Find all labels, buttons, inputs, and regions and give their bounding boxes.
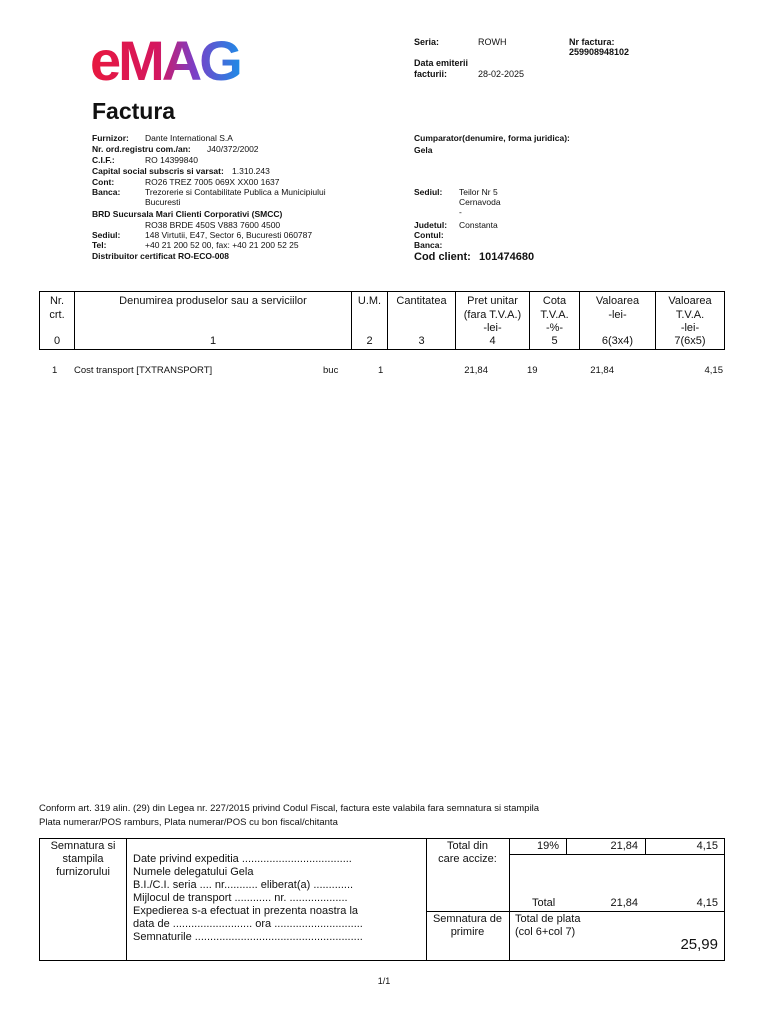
legal-line-2: Plata numerar/POS ramburs, Plata numerar/POS cu bon fiscal/chitanta: [39, 816, 338, 828]
divider: [509, 854, 725, 855]
county-label: Judetul:: [414, 220, 448, 230]
client-code-value: 101474680: [479, 251, 535, 263]
bank-value-2: Bucuresti: [145, 197, 181, 207]
supplier-label: Furnizor:: [92, 133, 129, 143]
divider: [645, 839, 646, 854]
issue-date-label-1: Data emiterii: [414, 58, 469, 68]
supplier-name: Dante International S.A: [145, 133, 233, 143]
buyer-bank-label: Banca:: [414, 240, 443, 250]
total-label: Total: [532, 897, 556, 909]
col-vat-rate-l3: -%-: [545, 322, 564, 334]
total-value: 21,84: [610, 897, 638, 909]
invoice-number-label: Nr factura:: [569, 37, 615, 47]
divider: [566, 839, 567, 854]
col-value: [580, 292, 656, 349]
row-vat-rate: 19: [527, 365, 538, 376]
col-value-num: 6(3x4): [601, 334, 634, 347]
col-price-l1: Pret unitar: [467, 295, 518, 307]
rate-vat: 4,15: [696, 840, 718, 852]
supplier-signature-l2: stampila: [62, 853, 104, 865]
excise-total-l2: care accize:: [438, 853, 497, 865]
supplier-address-value: 148 Virtutii, E47, Sector 6, Bucuresti 060787: [145, 230, 313, 240]
col-vat-rate-l2: T.V.A.: [540, 308, 569, 321]
shipping-line-7: Semnaturile .......................................................: [133, 931, 363, 943]
buyer-name: Gela: [414, 145, 433, 155]
receipt-signature-l2: primire: [450, 926, 485, 938]
col-vat-rate-l1: Cota: [542, 295, 567, 307]
receipt-signature-label: [426, 913, 509, 939]
row-vat: 4,15: [704, 365, 723, 376]
col-nr: [40, 292, 75, 349]
col-price-num: 4: [489, 334, 496, 347]
buyer-account-label: Contul:: [414, 230, 444, 240]
legal-line-1: Conform art. 319 alin. (29) din Legea nr. 227/2015 privind Codul Fiscal, factura este valabila fara semnatura si stampila: [39, 803, 540, 814]
excise-total-l1: Total din: [447, 840, 488, 852]
bank-label: Banca:: [92, 187, 121, 197]
row-nr: 1: [52, 365, 58, 376]
supplier-signature-label: [40, 840, 126, 879]
receipt-signature-l1: Semnatura de: [432, 913, 503, 925]
county-value: Constanta: [459, 220, 498, 230]
shipping-line-3: B.I./C.I. seria .... nr........... eliberat(a) .............: [133, 879, 354, 891]
shipping-line-1: Date privind expeditia ....................................: [133, 853, 352, 865]
issue-date-value: 28-02-2025: [478, 69, 525, 79]
series-value: ROWH: [478, 37, 507, 47]
divider: [509, 839, 510, 960]
shipping-info: [133, 853, 363, 944]
col-vat-value-l1: Valoarea: [668, 295, 712, 307]
supplier-signature-l3: furnizorului: [56, 866, 110, 878]
series-label: Seria:: [414, 37, 440, 47]
divider: [509, 911, 725, 912]
registry-value: J40/372/2002: [207, 144, 259, 154]
invoice-number-value: 259908948102: [569, 47, 630, 57]
col-vat-value-l3: -lei-: [680, 322, 700, 334]
col-name-num: 1: [209, 334, 217, 347]
phone-label: Tel:: [92, 240, 107, 250]
cif-value: RO 14399840: [145, 155, 198, 165]
col-um-num: 2: [366, 334, 373, 347]
emag-logo: [90, 34, 272, 84]
row-price: 21,84: [464, 365, 488, 376]
capital-label: Capital social subscris si varsat:: [92, 166, 224, 176]
col-vat-rate: [530, 292, 580, 349]
bank-value-1: Trezorerie si Contabilitate Publica a Municipiului: [145, 187, 326, 197]
col-vat-value-l2: T.V.A.: [675, 308, 705, 321]
row-qty: 1: [378, 365, 384, 376]
col-nr-num: 0: [53, 334, 61, 347]
distributor-cert: Distribuitor certificat RO-ECO-008: [92, 251, 229, 261]
supplier-address-label: Sediul:: [92, 230, 121, 240]
buyer-address-1: Teilor Nr 5: [459, 187, 498, 197]
page-number: 1/1: [377, 976, 391, 986]
divider: [426, 911, 509, 912]
row-value: 21,84: [590, 365, 614, 376]
payment-total-value: 25,99: [680, 936, 718, 953]
row-um: buc: [323, 365, 339, 376]
buyer-address-3: -: [459, 207, 462, 217]
buyer-label: Cumparator(denumire, forma juridica):: [414, 133, 570, 143]
client-code-label: Cod client:: [414, 251, 471, 263]
divider: [126, 839, 127, 960]
shipping-line-6: data de .......................... ora .............................: [133, 918, 363, 930]
excise-total-label: [426, 840, 509, 866]
payment-total-l1: Total de plata: [515, 913, 581, 925]
col-vat-rate-num: 5: [551, 334, 558, 347]
col-qty: [388, 292, 456, 349]
shipping-line-4: Mijlocul de transport ............ nr. ...................: [133, 892, 348, 904]
account-value: RO26 TREZ 7005 069X XX00 1637: [145, 177, 280, 187]
items-table-header: [39, 291, 725, 350]
col-price-l3: -lei-: [483, 322, 502, 334]
col-vat-value: [656, 292, 724, 349]
col-name-l1: Denumirea produselor sau a serviciilor: [119, 295, 307, 307]
col-price: [456, 292, 530, 349]
col-qty-l1: Cantitatea: [396, 295, 447, 307]
footer-box: [39, 838, 725, 961]
document-title: Factura: [92, 98, 176, 124]
shipping-line-5: Expedierea s-a efectuat in prezenta noastra la: [133, 905, 359, 917]
account-label: Cont:: [92, 177, 115, 187]
shipping-line-2: Numele delegatului Gela: [133, 866, 254, 878]
payment-total-label: [515, 913, 580, 939]
payment-total-l2: (col 6+col 7): [515, 926, 576, 938]
logo-text: eMAG: [90, 34, 240, 84]
brd-line: BRD Sucursala Mari Clienti Corporativi (SMCC): [92, 209, 283, 219]
capital-value: 1.310.243: [232, 166, 270, 176]
total-vat: 4,15: [696, 897, 718, 909]
cif-label: C.I.F.:: [92, 155, 115, 165]
col-nr-l2: crt.: [49, 308, 65, 321]
supplier-signature-l1: Semnatura si: [50, 840, 116, 852]
buyer-address-label: Sediul:: [414, 187, 443, 197]
legal-note: [39, 802, 539, 829]
brd-account: RO38 BRDE 450S V883 7600 4500: [145, 220, 281, 230]
rate-value: 21,84: [610, 840, 638, 852]
row-product: Cost transport [TXTRANSPORT]: [74, 365, 213, 376]
col-vat-value-num: 7(6x5): [674, 334, 706, 347]
buyer-address-2: Cernavoda: [459, 197, 501, 207]
issue-date-label-2: facturii:: [414, 69, 448, 79]
col-qty-num: 3: [418, 334, 425, 347]
col-nr-l1: Nr.: [49, 295, 65, 307]
col-value-l2: -lei-: [608, 308, 627, 321]
registry-label: Nr. ord.registru com./an:: [92, 144, 191, 154]
col-um-l1: U.M.: [357, 295, 382, 307]
phone-value: +40 21 200 52 00, fax: +40 21 200 52 25: [145, 240, 299, 250]
vat-rate: 19%: [537, 840, 560, 852]
col-value-l1: Valoarea: [595, 295, 640, 307]
col-um: [352, 292, 388, 349]
col-name: [75, 292, 352, 349]
col-price-l2: (fara T.V.A.): [463, 308, 522, 321]
